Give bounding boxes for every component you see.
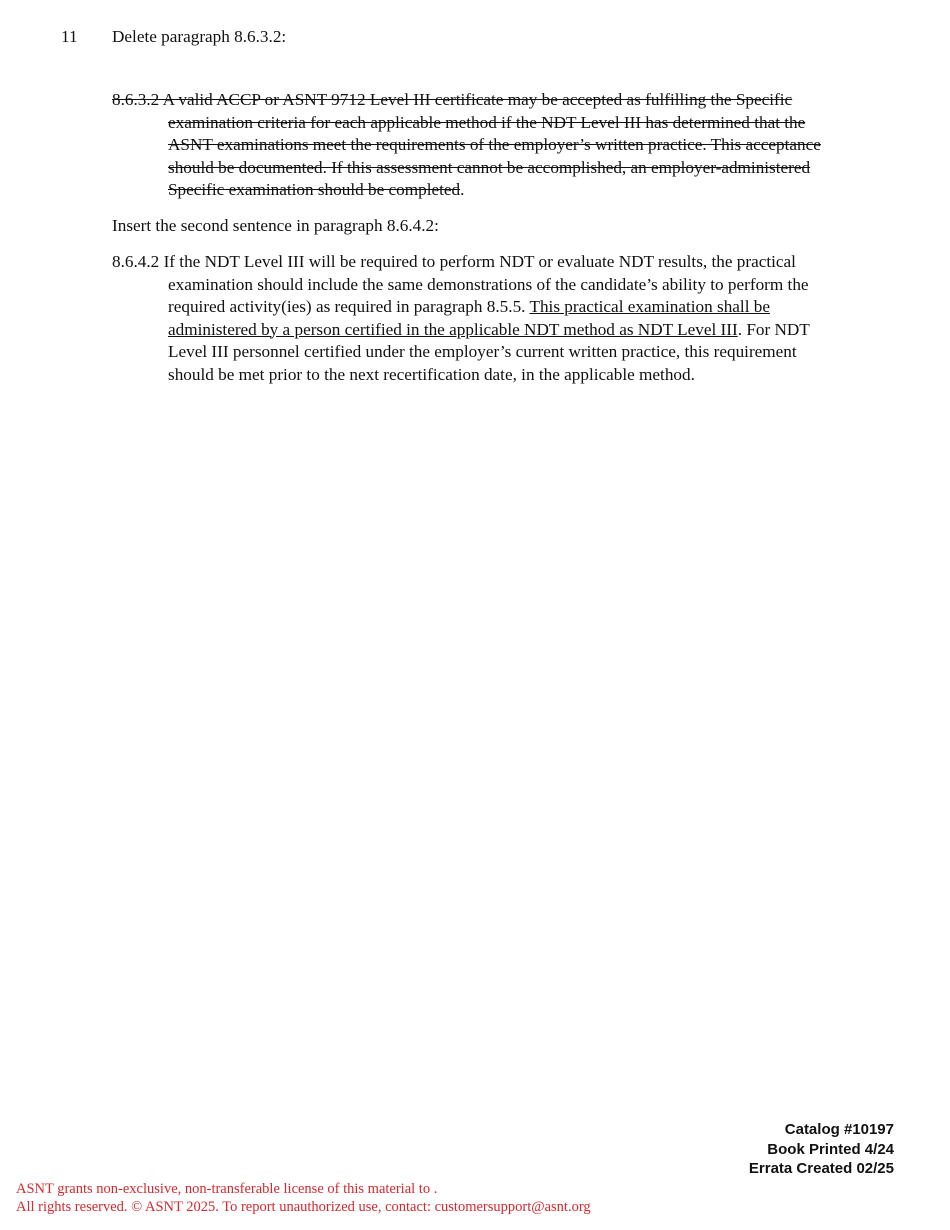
license-notice — [16, 1181, 591, 1216]
deleted-paragraph-end: . — [460, 180, 465, 199]
license-line-2: All rights reserved. © ASNT 2025. To report unauthorized use, contact: customersupport@asnt.org — [16, 1198, 591, 1215]
deleted-paragraph-text: 8.6.3.2 A valid ACCP or ASNT 9712 Level III certificate may be accepted as fulfilling the Specific examination criteria for each applicable method if the NDT Level III has determined that the ASNT examinations meet the requirements of the employer’s written practice. This acceptance should be documented. If this assessment cannot be accomplished, an employer-administered Specific examination should be completed — [112, 90, 821, 199]
revised-paragraph-after: . For NDT Level III personnel certified under the employer’s current written practice, this requirement should be met prior to the next recertification date, in the applicable method. — [168, 319, 810, 384]
license-line-1: ASNT grants non-exclusive, non-transferable license of this material to . — [16, 1181, 438, 1197]
inserted-sentence: This practical examination shall be administered by a person certified in the applicable NDT method as NDT Level III — [168, 297, 770, 339]
revised-paragraph-before: 8.6.4.2 If the NDT Level III will be required to perform NDT or evaluate NDT results, the practical examination should include the same demonstrations of the candidate’s ability to perform the required activity(ies) as required in paragraph 8.5.5. — [112, 252, 809, 316]
footer-info — [749, 1120, 894, 1179]
revised-paragraph — [112, 251, 838, 386]
catalog-number: Catalog #10197 — [784, 1121, 894, 1138]
deleted-paragraph — [112, 89, 836, 202]
insert-heading: Insert the second sentence in paragraph 8.6.4.2: — [112, 216, 439, 235]
item-heading: Delete paragraph 8.6.3.2: — [112, 27, 287, 46]
errata-created: Errata Created 02/25 — [748, 1160, 894, 1177]
item-number: 11 — [61, 27, 78, 46]
book-printed: Book Printed 4/24 — [767, 1140, 894, 1158]
